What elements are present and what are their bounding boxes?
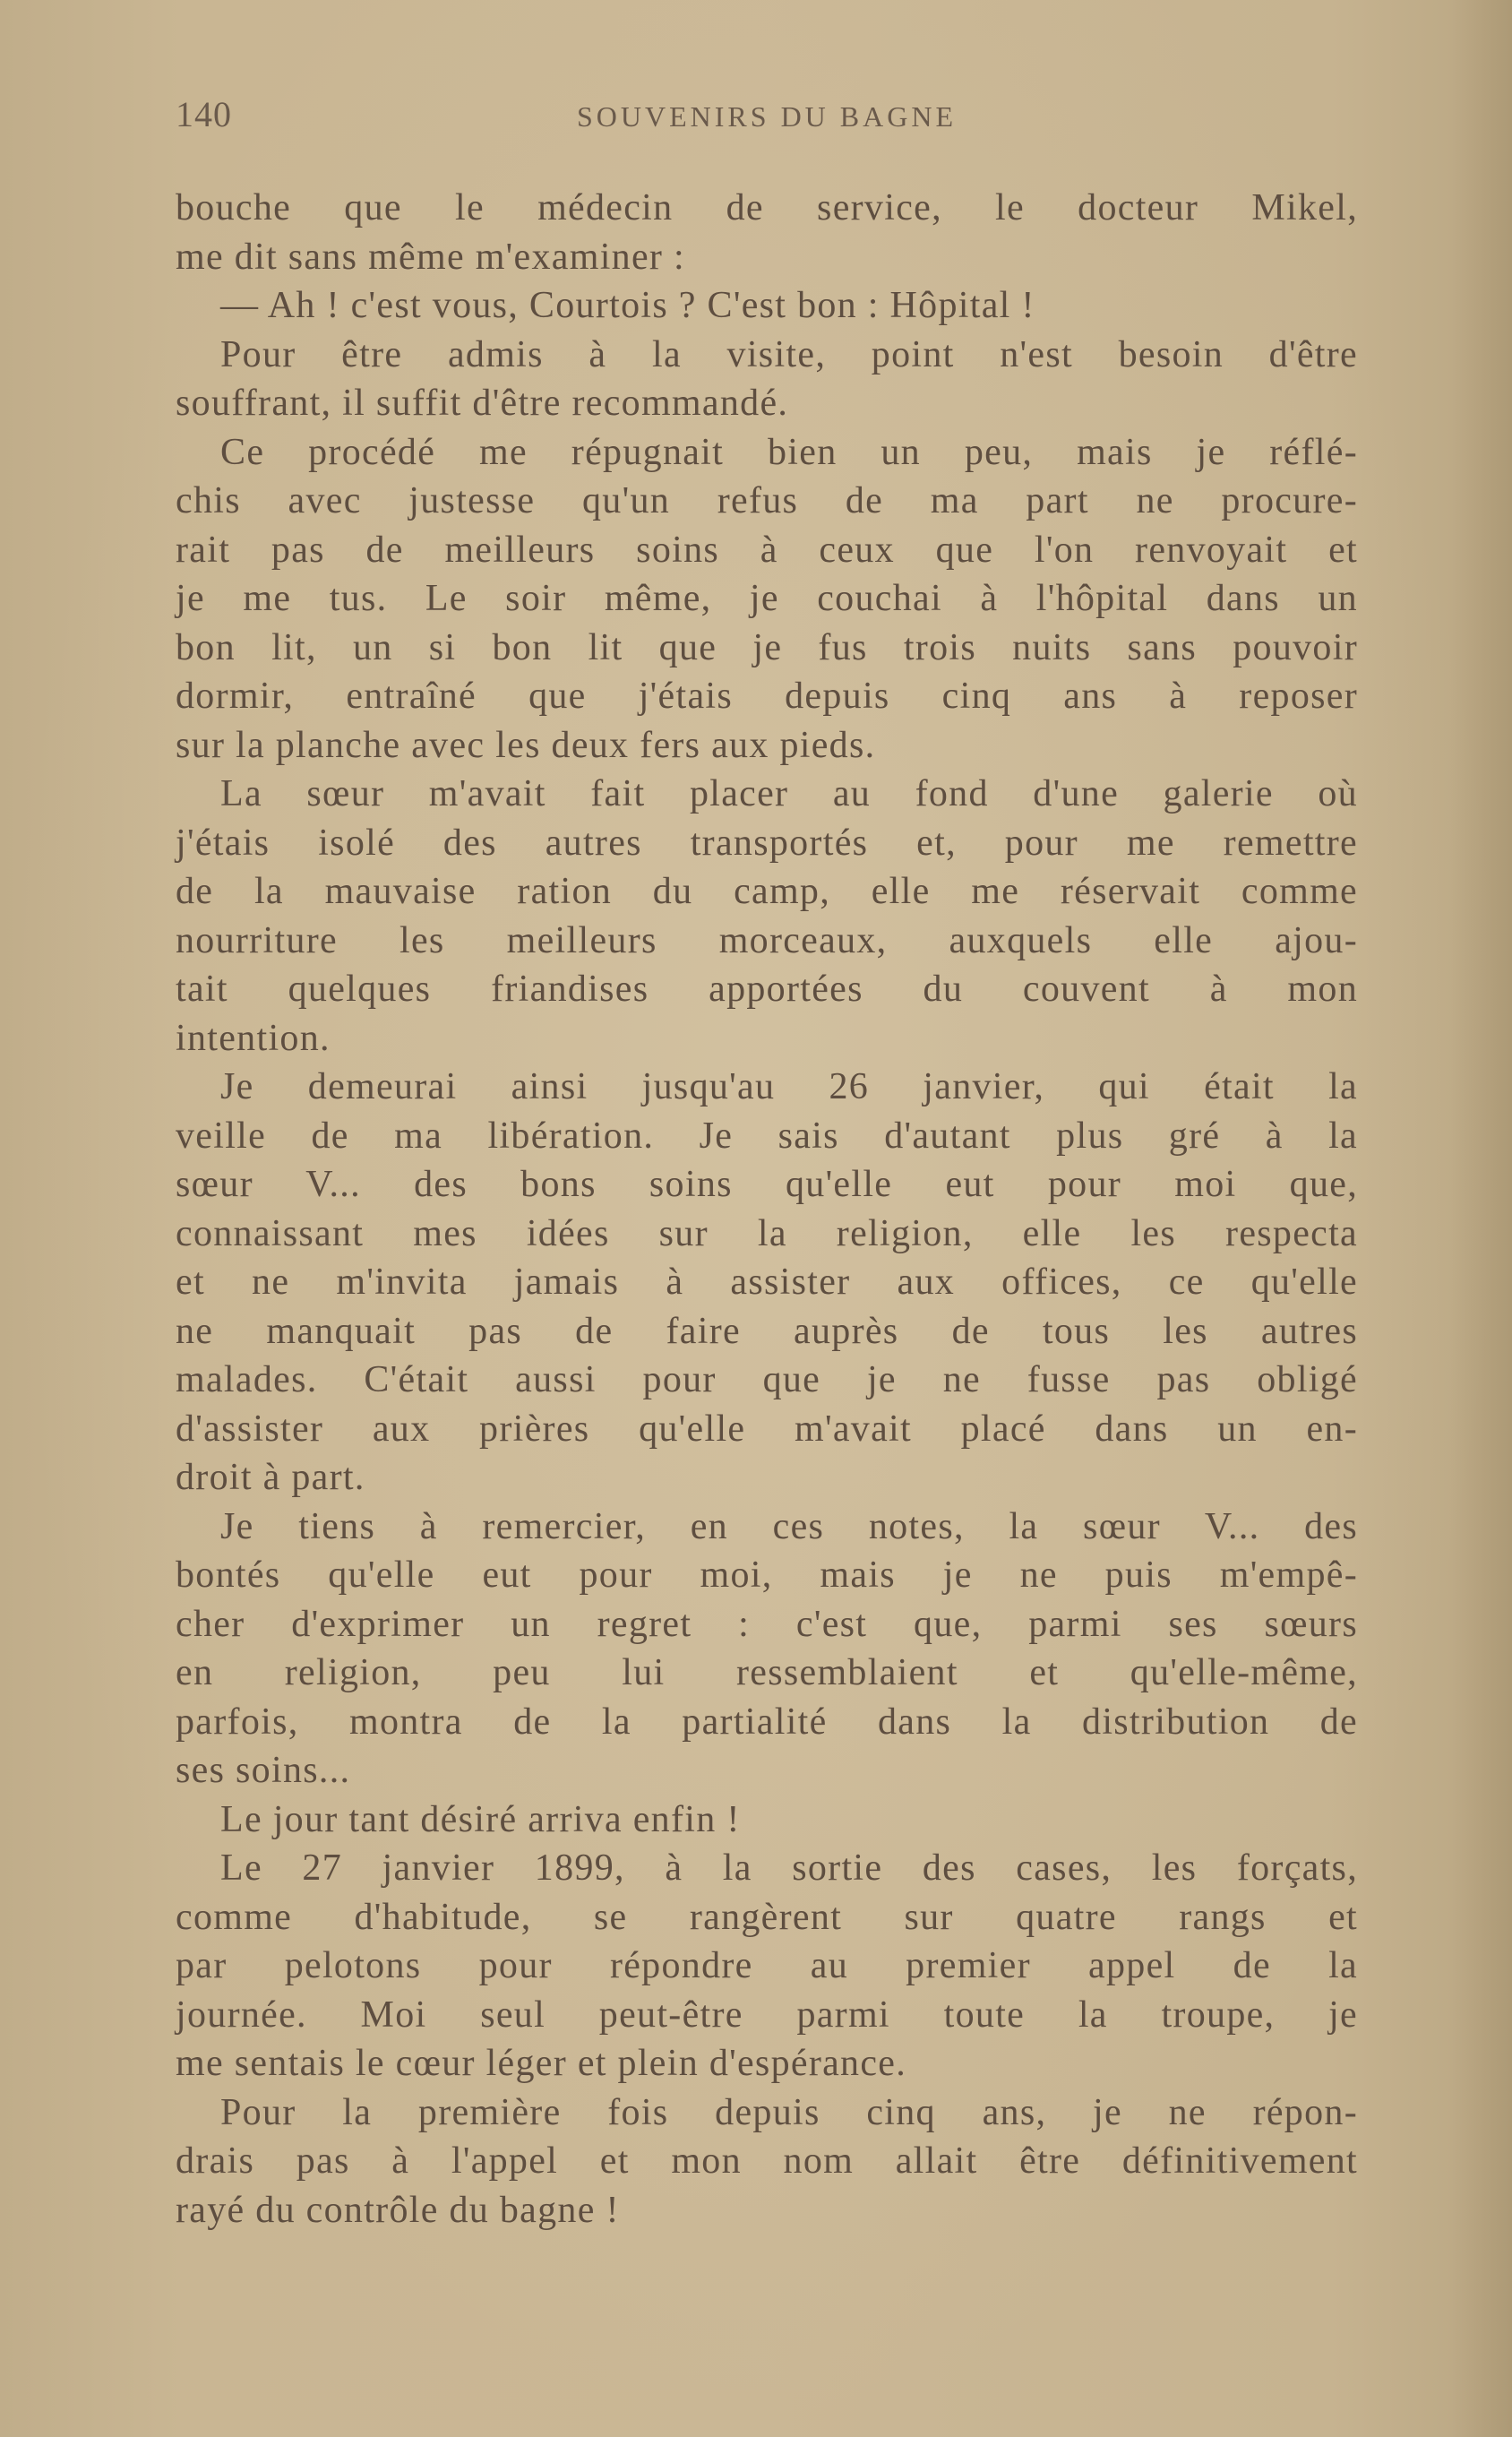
text-line: j'étais isolé des autres transportés et, pour me remettre	[176, 822, 1358, 864]
text-line: sur la planche avec les deux fers aux pieds.	[176, 724, 876, 766]
text-line: chis avec justesse qu'un refus de ma part ne procure-	[176, 480, 1358, 521]
text-line: comme d'habitude, se rangèrent sur quatre rangs et	[176, 1896, 1358, 1938]
text-line: me dit sans même m'examiner :	[176, 236, 685, 278]
text-line: de la mauvaise ration du camp, elle me réservait comme	[176, 871, 1358, 912]
page-header	[176, 93, 1358, 147]
text-line: bontés qu'elle eut pour moi, mais je ne puis m'empê-	[176, 1554, 1358, 1596]
text-line: nourriture les meilleurs morceaux, auxquels elle ajou-	[176, 919, 1358, 961]
text-line: intention.	[176, 1017, 331, 1059]
text-line: en religion, peu lui ressemblaient et qu'elle-même,	[176, 1652, 1358, 1693]
text-line: journée. Moi seul peut-être parmi toute la troupe, je	[176, 1994, 1358, 2036]
text-line: et ne m'invita jamais à assister aux offices, ce qu'elle	[176, 1262, 1358, 1303]
text-line: Le 27 janvier 1899, à la sortie des cases, les forçats,	[220, 1847, 1358, 1889]
text-line: bouche que le médecin de service, le docteur Mikel,	[176, 187, 1358, 228]
text-line: rayé du contrôle du bagne !	[176, 2189, 620, 2231]
text-line: rait pas de meilleurs soins à ceux que l'on renvoyait et	[176, 529, 1358, 571]
text-line: — Ah ! c'est vous, Courtois ? C'est bon : Hôpital !	[220, 285, 1035, 326]
text-line: sœur V... des bons soins qu'elle eut pour moi que,	[176, 1164, 1358, 1205]
text-line: drais pas à l'appel et mon nom allait être définitivement	[176, 2140, 1358, 2182]
text-line: tait quelques friandises apportées du couvent à mon	[176, 969, 1358, 1010]
text-line: par pelotons pour répondre au premier appel de la	[176, 1945, 1358, 1986]
text-line: Je demeurai ainsi jusqu'au 26 janvier, qui était la	[220, 1066, 1358, 1107]
text-line: me sentais le cœur léger et plein d'espérance.	[176, 2043, 907, 2084]
text-line: Ce procédé me répugnait bien un peu, mais je réflé-	[220, 431, 1358, 473]
page-edge-shadow	[1449, 0, 1512, 2437]
body-text	[176, 184, 1358, 2235]
text-line: cher d'exprimer un regret : c'est que, parmi ses sœurs	[176, 1603, 1358, 1645]
text-line: Le jour tant désiré arriva enfin !	[220, 1798, 741, 1840]
text-line: souffrant, il suffit d'être recommandé.	[176, 383, 789, 424]
text-line: ses soins...	[176, 1750, 351, 1791]
text-line: bon lit, un si bon lit que je fus trois nuits sans pouvoir	[176, 626, 1358, 668]
text-line: malades. C'était aussi pour que je ne fusse pas obligé	[176, 1359, 1358, 1400]
text-line: connaissant mes idées sur la religion, elle les respecta	[176, 1212, 1358, 1254]
text-line: d'assister aux prières qu'elle m'avait placé dans un en-	[176, 1408, 1358, 1450]
text-line: veille de ma libération. Je sais d'autant plus gré à la	[176, 1115, 1358, 1157]
page-number: 140	[176, 94, 232, 134]
text-line: ne manquait pas de faire auprès de tous les autres	[176, 1310, 1358, 1352]
text-line: La sœur m'avait fait placer au fond d'une galerie où	[220, 773, 1358, 814]
text-line: Pour la première fois depuis cinq ans, je ne répon-	[220, 2091, 1358, 2133]
text-line: droit à part.	[176, 1457, 365, 1498]
text-line: je me tus. Le soir même, je couchai à l'hôpital dans un	[176, 578, 1358, 619]
text-line: Pour être admis à la visite, point n'est besoin d'être	[220, 333, 1358, 375]
running-title: SOUVENIRS DU BAGNE	[576, 100, 957, 133]
text-line: parfois, montra de la partialité dans la distribution de	[176, 1701, 1358, 1743]
text-line: Je tiens à remercier, en ces notes, la sœur V... des	[220, 1505, 1358, 1547]
text-line: dormir, entraîné que j'étais depuis cinq ans à reposer	[176, 676, 1358, 717]
